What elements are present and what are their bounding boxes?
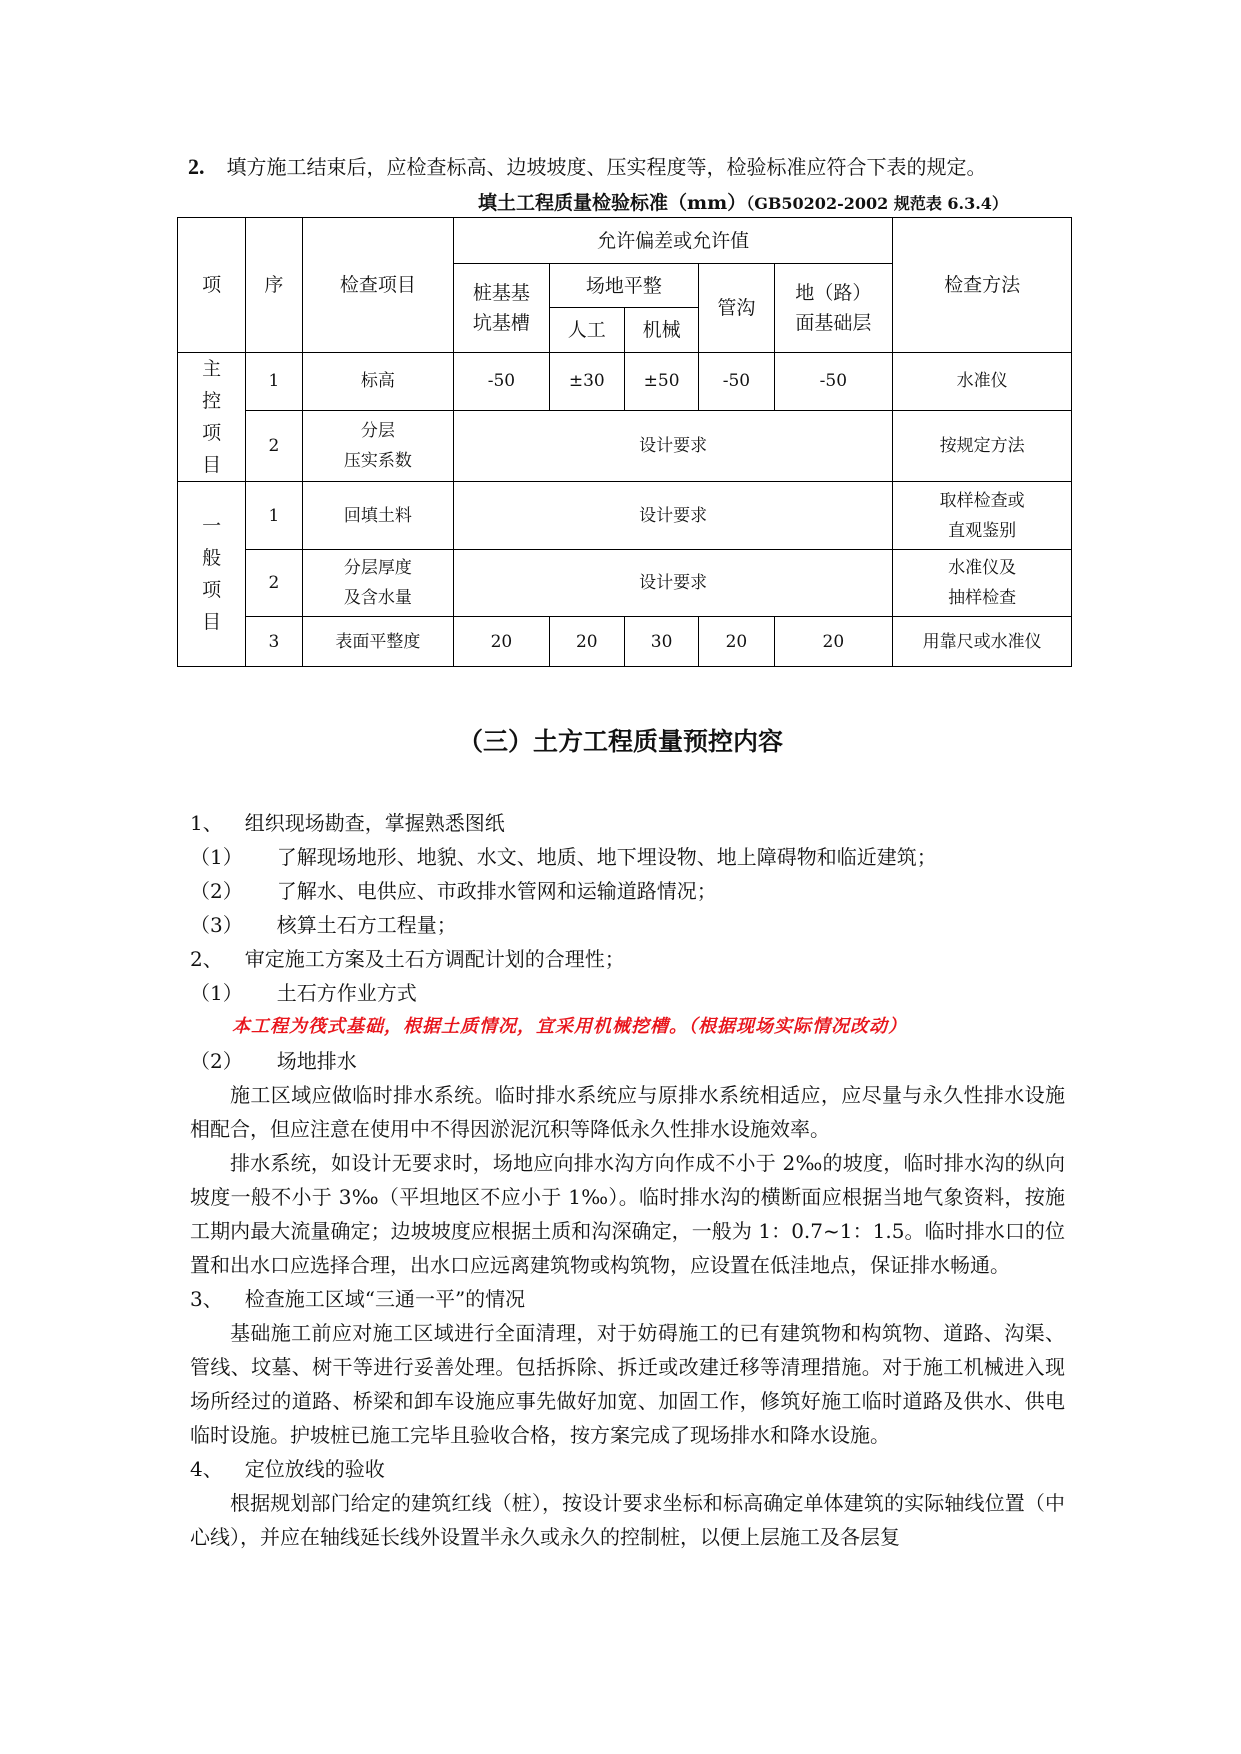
table-caption-standard: （GB50202-2002 规范表 6.3.4）: [746, 194, 1008, 213]
red-note: 本工程为筏式基础，根据土质情况，宜采用机械挖槽。（根据现场实际情况改动）: [232, 1016, 907, 1037]
list-item: （3） 核算土石方工程量；: [190, 913, 457, 937]
quality-standard-table: [177, 217, 1072, 667]
list-item: 3、 检查施工区域“三通一平”的情况: [190, 1287, 526, 1311]
header-machine: 机械: [624, 308, 698, 353]
header-seq: 序: [246, 218, 302, 353]
header-check-item: 检查项目: [302, 218, 454, 353]
group-main: 主 控 项 目: [178, 353, 246, 482]
table-row: 一 般 项 目 1 回填土料 设计要求 取样检查或 直观鉴别: [178, 482, 1072, 550]
paragraph: 施工区域应做临时排水系统。临时排水系统应与原排水系统相适应，应尽量与永久性排水设施相配合，但应注意在使用中不得因淤泥沉积等降低永久性排水设施效率。: [190, 1083, 1065, 1141]
list-item: （2） 场地排水: [190, 1049, 357, 1073]
list-item: （1） 土石方作业方式: [190, 981, 417, 1005]
header-road: 地（路） 面基础层: [774, 264, 893, 353]
list-item: 4、 定位放线的验收: [190, 1457, 385, 1481]
table-caption: [478, 188, 1008, 215]
header-site-level: 场地平整: [549, 264, 699, 308]
header-allowed: 允许偏差或允许值: [454, 218, 893, 264]
body-text: [190, 806, 1065, 1554]
intro-line: [188, 152, 1068, 182]
paragraph: 排水系统，如设计无要求时，场地应向排水沟方向作成不小于 2‰的坡度，临时排水沟的纵向坡度一般不小于 3‰（平坦地区不应小于 1‰）。临时排水沟的横断面应根据当地气象资料，按施工期内最大流量确定；边坡坡度应根据土质和沟深确定，一般为 1：0.7~1：1.5。临时排水口的位置和出水口应选择合理，出水口应远离建筑物或构筑物，应设置在低洼地点，保证排水畅通。: [190, 1151, 1065, 1277]
paragraph: 根据规划部门给定的建筑红线（桩），按设计要求坐标和标高确定单体建筑的实际轴线位置（中心线），并应在轴线延长线外设置半永久或永久的控制桩，以便上层施工及各层复: [190, 1491, 1065, 1549]
table-row: 主 控 项 目 1 标高 -50 ±30 ±50 -50 -50 水准仪: [178, 353, 1072, 411]
header-pipe: 管沟: [699, 264, 774, 353]
paragraph: 基础施工前应对施工区域进行全面清理，对于妨碍施工的已有建筑物和构筑物、道路、沟渠、管线、坟墓、树干等进行妥善处理。包括拆除、拆迁或改建迁移等清理措施。对于施工机械进入现场所经过的道路、桥梁和卸车设施应事先做好加宽、加固工作，修筑好施工临时道路及供水、供电临时设施。护坡桩已施工完毕且验收合格，按方案完成了现场排水和降水设施。: [190, 1321, 1065, 1447]
table-row: 2 分层厚度 及含水量 设计要求 水准仪及 抽样检查: [178, 550, 1072, 617]
table-row: 3 表面平整度 20 20 30 20 20 用靠尺或水准仪: [178, 617, 1072, 667]
group-general: 一 般 项 目: [178, 482, 246, 667]
section-heading: （三）土方工程质量预控内容: [457, 727, 783, 756]
header-method: 检查方法: [893, 218, 1072, 353]
header-pile-base: 桩基基 坑基槽: [454, 264, 549, 353]
header-item: 项: [178, 218, 246, 353]
table-row: 2 分层 压实系数 设计要求 按规定方法: [178, 410, 1072, 481]
header-manual: 人工: [549, 308, 624, 353]
table-caption-title: 填土工程质量检验标准（mm）: [478, 192, 747, 214]
intro-number: 2.: [188, 154, 205, 179]
list-item: 1、 组织现场勘查，掌握熟悉图纸: [190, 811, 505, 835]
list-item: （1） 了解现场地形、地貌、水文、地质、地下埋设物、地上障碍物和临近建筑；: [190, 845, 937, 869]
list-item: 2、 审定施工方案及土石方调配计划的合理性；: [190, 947, 625, 971]
intro-text: 填方施工结束后，应检查标高、边坡坡度、压实程度等，检验标准应符合下表的规定。: [226, 155, 987, 179]
list-item: （2） 了解水、电供应、市政排水管网和运输道路情况；: [190, 879, 717, 903]
